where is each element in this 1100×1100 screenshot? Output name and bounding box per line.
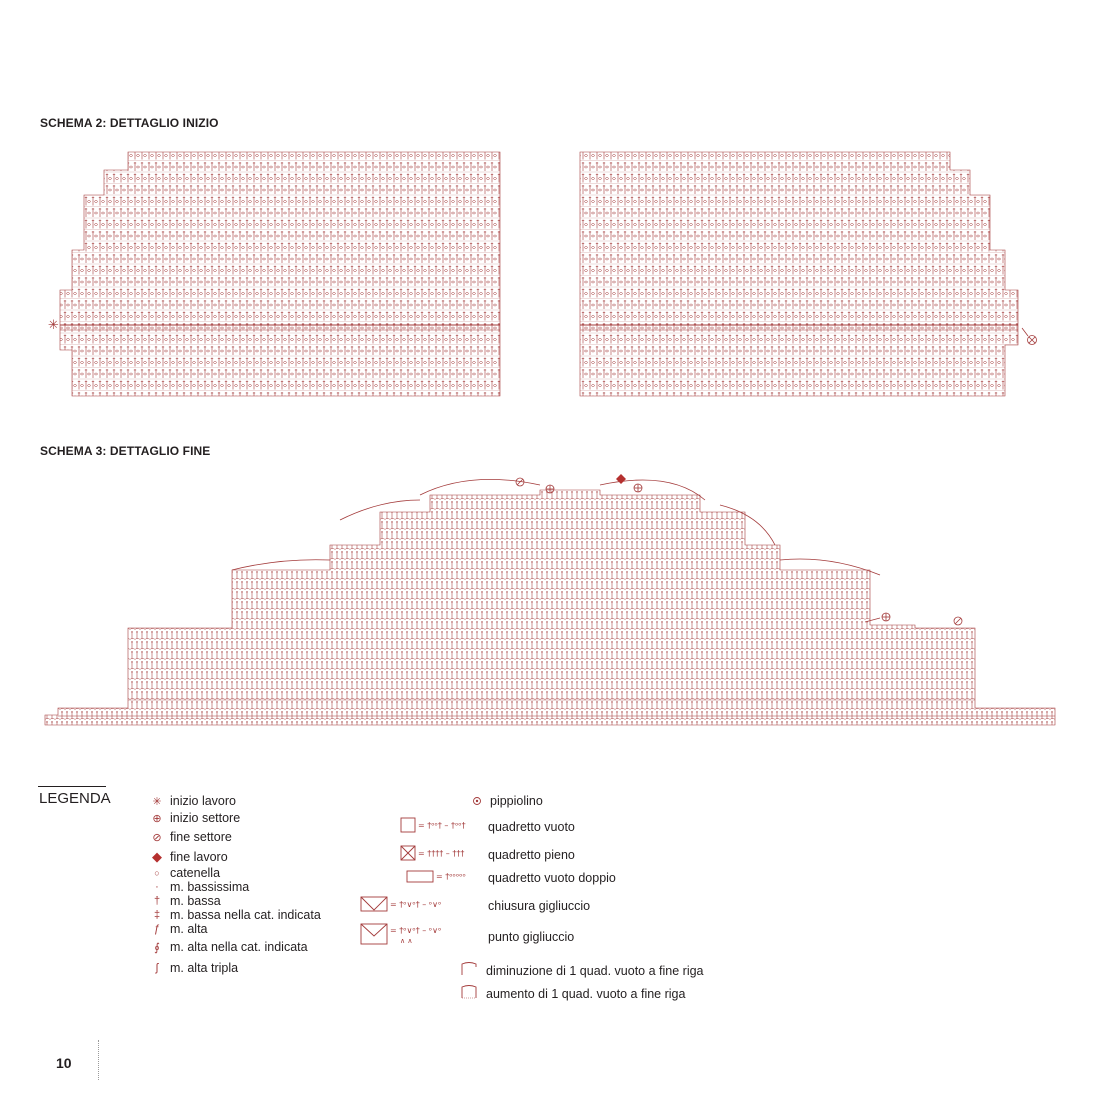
legend-item-pippiolino: pippiolino — [470, 794, 543, 808]
legend-item-catenella: ○ catenella — [150, 866, 220, 880]
legend-item-chiusura-gigliuccio: = †ᵒ∨ᵒ† – ᵒ∨ᵒ chiusura gigliuccio — [360, 894, 590, 917]
empty-square-icon — [400, 817, 480, 836]
legend-item-punto-gigliuccio: = †ᵒ∨ᵒ† – ᵒ∨ᵒ ∧ ∧ punto gigliuccio — [360, 922, 574, 951]
legend-item-fine-settore: ⊘ fine settore — [150, 830, 232, 844]
triple-treble-icon: ʃ — [155, 962, 159, 974]
decrease-icon — [460, 961, 482, 980]
sector-start-icon — [634, 484, 642, 492]
schema-3-title: SCHEMA 3: DETTAGLIO FINE — [40, 444, 211, 458]
legend-item-inizio-lavoro: ✳ inizio lavoro — [150, 794, 236, 808]
filled-square-icon — [400, 845, 480, 864]
legend-item-aumento: aumento di 1 quad. vuoto a fine riga — [460, 984, 685, 1003]
legend-item-m-bassa: † m. bassa — [150, 894, 221, 908]
svg-text:= †ᵒ∨ᵒ† – ᵒ∨ᵒ: = †ᵒ∨ᵒ† – ᵒ∨ᵒ — [390, 900, 442, 909]
schema-2-right-chart — [580, 152, 1018, 396]
double-empty-square-icon — [400, 868, 480, 887]
asterisk-icon: ✳ — [152, 795, 162, 808]
picot-icon — [470, 796, 484, 806]
increase-icon — [460, 984, 482, 1003]
schema-3-chart — [45, 479, 1055, 725]
work-end-diamond-icon — [616, 474, 626, 484]
svg-text:∧ ∧: ∧ ∧ — [400, 937, 413, 945]
circle-plus-icon: ⊕ — [152, 812, 162, 825]
page-number: 10 — [56, 1055, 72, 1071]
sc-in-chain-icon: ‡ — [153, 909, 161, 921]
dc-in-chain-icon: ∮ — [154, 941, 160, 954]
svg-text:= †ᵒ∨ᵒ† – ᵒ∨ᵒ: = †ᵒ∨ᵒ† – ᵒ∨ᵒ — [390, 926, 442, 935]
page-divider — [98, 1040, 99, 1080]
sector-start-icon — [546, 485, 554, 493]
schema-2-title: SCHEMA 2: DETTAGLIO INIZIO — [40, 116, 219, 130]
cross-icon: † — [153, 895, 161, 907]
diamond-icon: ◆ — [152, 849, 162, 864]
chain-oval-icon: ○ — [154, 868, 160, 878]
circle-slash-icon: ⊘ — [152, 831, 162, 844]
sector-end-icon — [954, 617, 962, 625]
legend-item-m-bassissima: · m. bassissima — [150, 880, 249, 894]
legend-item-inizio-settore: ⊕ inizio settore — [150, 811, 240, 825]
legend-item-diminuzione: diminuzione di 1 quad. vuoto a fine riga — [460, 961, 704, 980]
dot-icon: · — [155, 881, 159, 893]
legend-item-quadretto-vuoto: = †ᵒᵒ† – †ᵒᵒ† quadretto vuoto — [400, 817, 575, 836]
dc-icon: ƒ — [153, 923, 161, 935]
legend-item-quadretto-vuoto-doppio: = †ᵒᵒᵒᵒᵒ quadretto vuoto doppio — [400, 868, 616, 887]
legend-item-m-alta: ƒ m. alta — [150, 922, 208, 936]
v-stitch-icon — [360, 922, 480, 951]
legend-item-m-alta-tripla: ʃ m. alta tripla — [150, 961, 238, 975]
legend-title: LEGENDA — [39, 790, 111, 807]
start-asterisk-icon: ✳ — [48, 318, 59, 333]
svg-text:= †ᵒᵒᵒᵒᵒ: = †ᵒᵒᵒᵒᵒ — [436, 872, 466, 881]
schema-2-left-chart — [60, 152, 500, 396]
v-closure-icon — [360, 894, 480, 917]
legend-item-quadretto-pieno: = †††† – ††† quadretto pieno — [400, 845, 575, 864]
legend-item-fine-lavoro: ◆ fine lavoro — [152, 849, 228, 864]
legend-item-m-bassa-cat: ‡ m. bassa nella cat. indicata — [150, 908, 321, 922]
sector-end-icon — [1028, 336, 1037, 345]
legend-rule — [38, 786, 106, 787]
svg-text:= †††† – †††: = †††† – ††† — [418, 849, 465, 858]
sector-start-icon — [882, 613, 890, 621]
svg-text:= †ᵒᵒ† – †ᵒᵒ†: = †ᵒᵒ† – †ᵒᵒ† — [418, 821, 466, 830]
legend-item-m-alta-cat: ∮ m. alta nella cat. indicata — [150, 940, 308, 954]
